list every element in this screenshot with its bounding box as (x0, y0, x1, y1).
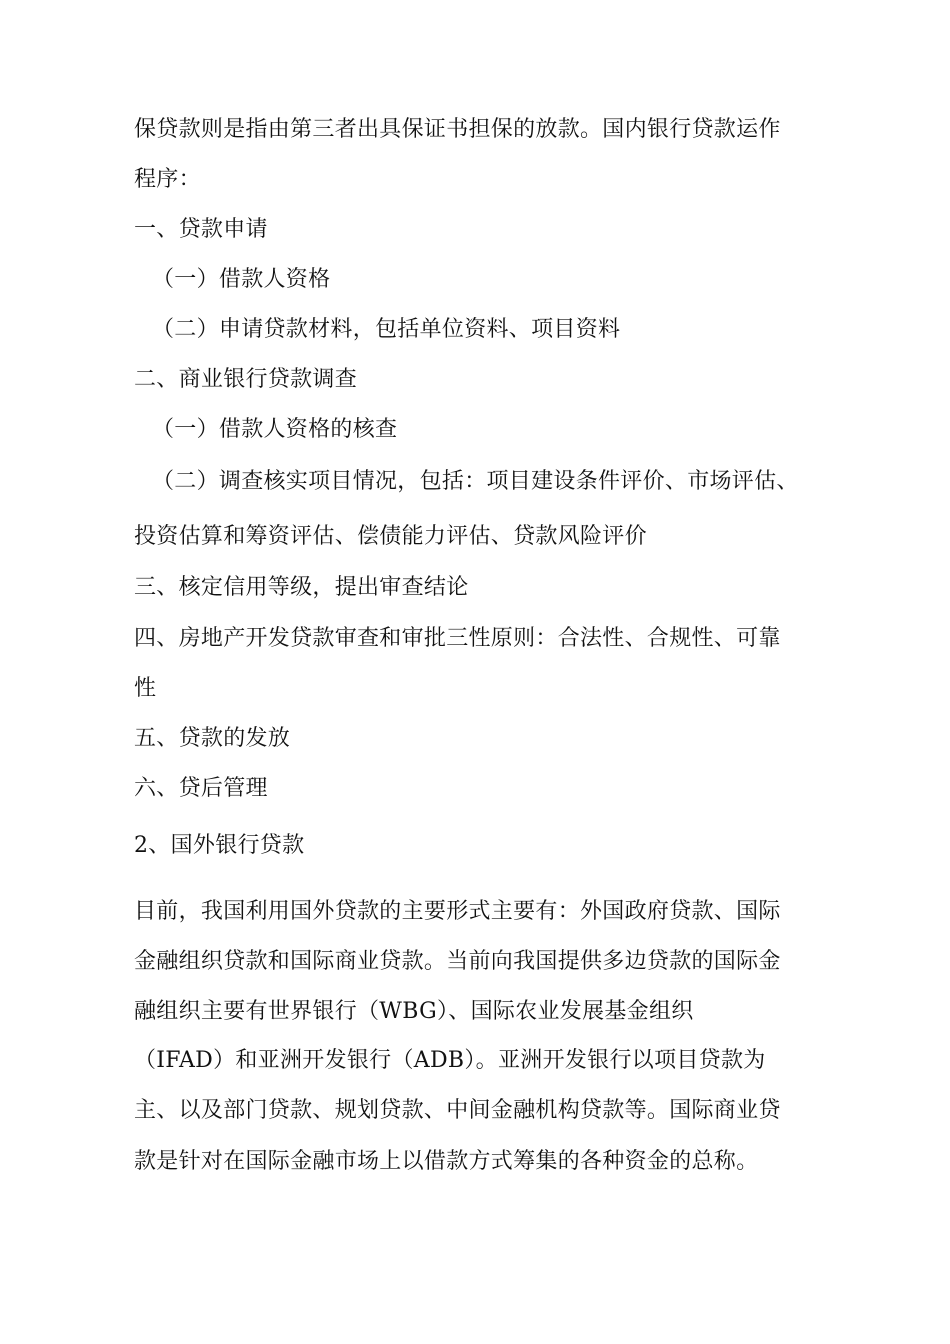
section-heading: 四、房地产开发贷款审查和审批三性原则：合法性、合规性、可靠 (134, 626, 781, 651)
paragraph-line: 融组织主要有世界银行（WBG）、国际农业发展基金组织 (134, 999, 694, 1024)
text-line: 保贷款则是指由第三者出具保证书担保的放款。国内银行贷款运作 (134, 117, 781, 142)
subheading: 2、国外银行贷款 (134, 833, 305, 858)
paragraph-line: 目前，我国利用国外贷款的主要形式主要有：外国政府贷款、国际 (134, 899, 781, 924)
text-line: 性 (134, 676, 157, 701)
subsection-item: （一）借款人资格 (152, 267, 331, 292)
subsection-item: （一）借款人资格的核查 (152, 417, 398, 442)
section-heading: 五、贷款的发放 (134, 726, 291, 751)
paragraph-line: 金融组织贷款和国际商业贷款。当前向我国提供多边贷款的国际金 (134, 949, 781, 974)
section-heading: 一、贷款申请 (134, 217, 268, 242)
text-line: 投资估算和筹资评估、偿债能力评估、贷款风险评价 (134, 524, 647, 549)
subsection-item: （二）调查核实项目情况，包括：项目建设条件评价、市场评估、 (152, 469, 799, 494)
paragraph-line: 主、以及部门贷款、规划贷款、中间金融机构贷款等。国际商业贷 (134, 1098, 781, 1123)
section-heading: 三、核定信用等级，提出审查结论 (134, 575, 469, 600)
text-line: 程序： (134, 167, 201, 192)
paragraph-line: （IFAD）和亚洲开发银行（ADB）。亚洲开发银行以项目贷款为 (134, 1048, 766, 1073)
subsection-item: （二）申请贷款材料，包括单位资料、项目资料 (152, 317, 621, 342)
paragraph-line: 款是针对在国际金融市场上以借款方式筹集的各种资金的总称。 (134, 1149, 759, 1174)
section-heading: 二、商业银行贷款调查 (134, 367, 358, 392)
section-heading: 六、贷后管理 (134, 776, 268, 801)
